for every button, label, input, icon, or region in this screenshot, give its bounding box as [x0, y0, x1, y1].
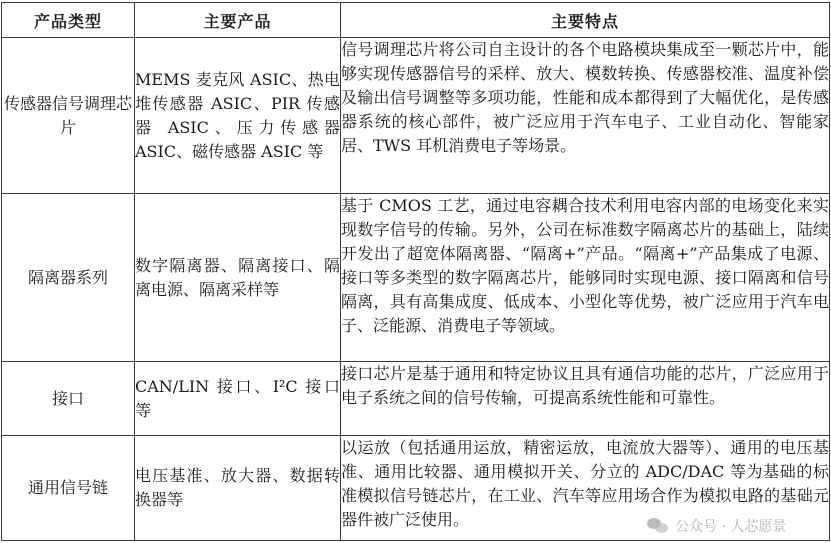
- header-main-products: 主要产品: [135, 3, 341, 38]
- main-products-cell: CAN/LIN 接口、I²C 接口等: [135, 362, 341, 436]
- table-row: [2, 38, 830, 194]
- main-features-cell: 以运放（包括通用运放，精密运放，电流放大器等）、通用的电压基准、通用比较器、通用模拟开关、分立的 ADC/DAC 等为基础的标准模拟信号链芯片，在工业、汽车等应用场合作为模拟电路的基础元器件被广泛使用。: [341, 436, 830, 541]
- table-row: [2, 436, 830, 541]
- main-products-cell: 电压基准、放大器、数据转换器等: [135, 436, 341, 541]
- watermark-text: 公众号 · 人芯愿景: [675, 519, 787, 535]
- product-type-cell: 传感器信号调理芯片: [2, 38, 135, 194]
- product-table: [1, 2, 830, 541]
- main-products-cell: MEMS 麦克风 ASIC、热电堆传感器 ASIC、PIR 传感器 ASIC、压力传感器 ASIC、磁传感器 ASIC 等: [135, 38, 341, 194]
- header-main-features: 主要特点: [341, 3, 830, 38]
- header-product-type: 产品类型: [2, 3, 135, 38]
- main-features-cell: 信号调理芯片将公司自主设计的各个电路模块集成至一颗芯片中，能够实现传感器信号的采样、放大、模数转换、传感器校准、温度补偿及输出信号调整等多项功能，性能和成本都得到了大幅优化，是传感器系统的核心部件，被广泛应用于汽车电子、工业自动化、智能家居、TWS 耳机消费电子等场景。: [341, 38, 830, 194]
- product-type-cell: 隔离器系列: [2, 194, 135, 362]
- table-header-row: [2, 3, 830, 38]
- main-products-cell: 数字隔离器、隔离接口、隔离电源、隔离采样等: [135, 194, 341, 362]
- main-features-cell: 基于 CMOS 工艺，通过电容耦合技术利用电容内部的电场变化来实现数字信号的传输。另外，公司在标准数字隔离芯片的基础上，陆续开发出了超宽体隔离器、“隔离+”产品。“隔离+”产品集成了电源、接口等多类型的数字隔离芯片，能够同时实现电源、接口隔离和信号隔离，具有高集成度、低成本、小型化等优势，被广泛应用于汽车电子、泛能源、消费电子等领域。: [341, 194, 830, 362]
- main-features-cell: 接口芯片是基于通用和特定协议且具有通信功能的芯片，广泛应用于电子系统之间的信号传输，可提高系统性能和可靠性。: [341, 362, 830, 436]
- table-row: [2, 194, 830, 362]
- product-type-cell: 通用信号链: [2, 436, 135, 541]
- product-type-cell: 接口: [2, 362, 135, 436]
- table-row: [2, 362, 830, 436]
